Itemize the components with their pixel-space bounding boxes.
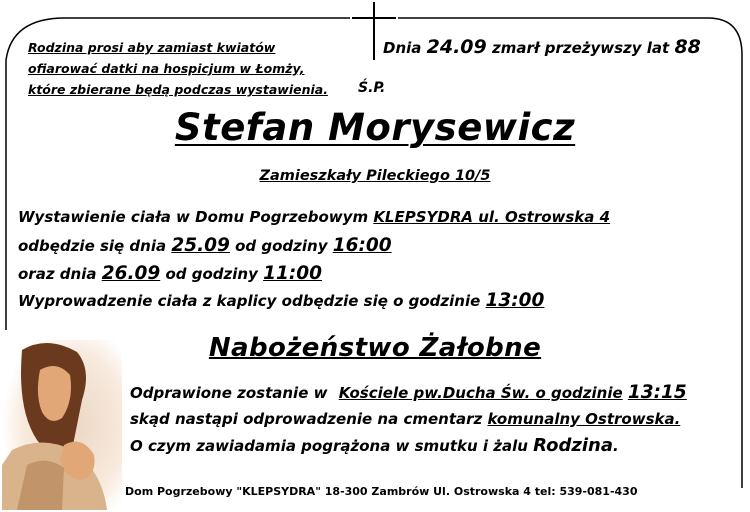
address — [0, 168, 750, 184]
death-prefix: Dnia — [383, 39, 422, 57]
viewing-line-2 — [18, 235, 392, 256]
service-time: 13:15 — [627, 382, 687, 403]
service-text-2: skąd nastąpi odprowadzenie na cmentarz — [130, 410, 483, 428]
service-title-text: Nabożeństwo Żałobne — [208, 333, 542, 363]
sp-label: Ś.P. — [358, 80, 386, 96]
viewing-text-1: Wystawienie ciała w Domu Pogrzebowym — [18, 208, 369, 226]
note-line-3: które zbierane będą podczas wystawienia. — [28, 82, 328, 97]
address-text: Zamieszkały Pileckiego 10/5 — [259, 168, 491, 184]
viewing-time-2: 11:00 — [263, 263, 322, 284]
service-text-1: Odprawione zostanie w — [130, 384, 328, 402]
viewing-line-1 — [18, 208, 610, 226]
service-line-3 — [130, 435, 619, 456]
service-text-3: O czym zawiadamia pogrążona w smutku i żalu — [130, 437, 528, 455]
service-end: . — [613, 437, 619, 455]
departure-time: 13:00 — [485, 290, 545, 311]
praying-jesus-image — [2, 340, 122, 510]
funeral-home-footer: Dom Pogrzebowy "KLEPSYDRA" 18-300 Zambrów Ul. Ostrowska 4 tel: 539-081-430 — [125, 485, 638, 498]
family-label: Rodzina — [533, 435, 613, 456]
viewing-date-2: 26.09 — [101, 263, 161, 284]
death-info — [383, 36, 701, 58]
service-line-1 — [130, 382, 687, 403]
service-place: Kościele pw.Ducha Św. o godzinie — [338, 384, 623, 402]
note-line-2: ofiarować datki na hospicjum w Łomży, — [28, 61, 305, 76]
viewing-line-3 — [18, 263, 322, 284]
note-line-1: Rodzina prosi aby zamiast kwiatów — [28, 40, 276, 55]
death-age: 88 — [674, 36, 701, 58]
viewing-time-1: 16:00 — [332, 235, 392, 256]
cemetery-name: komunalny Ostrowska. — [487, 410, 681, 428]
viewing-date-1: 25.09 — [171, 235, 230, 256]
death-middle: zmarł przeżywszy lat — [491, 39, 670, 57]
viewing-mid-2: od godziny — [165, 265, 258, 283]
viewing-text-4: Wyprowadzenie ciała z kaplicy odbędzie się o godzinie — [18, 292, 481, 310]
viewing-line-4 — [18, 290, 544, 311]
deceased-name — [0, 106, 750, 149]
service-line-2 — [130, 410, 680, 428]
deceased-name-text: Stefan Morysewicz — [174, 106, 576, 149]
death-date: 24.09 — [426, 36, 487, 58]
viewing-mid-1: od godziny — [235, 237, 328, 255]
viewing-text-2: odbędzie się dnia — [18, 237, 167, 255]
donation-note — [28, 37, 328, 100]
viewing-text-3: oraz dnia — [18, 265, 97, 283]
viewing-place: KLEPSYDRA ul. Ostrowska 4 — [373, 208, 611, 226]
